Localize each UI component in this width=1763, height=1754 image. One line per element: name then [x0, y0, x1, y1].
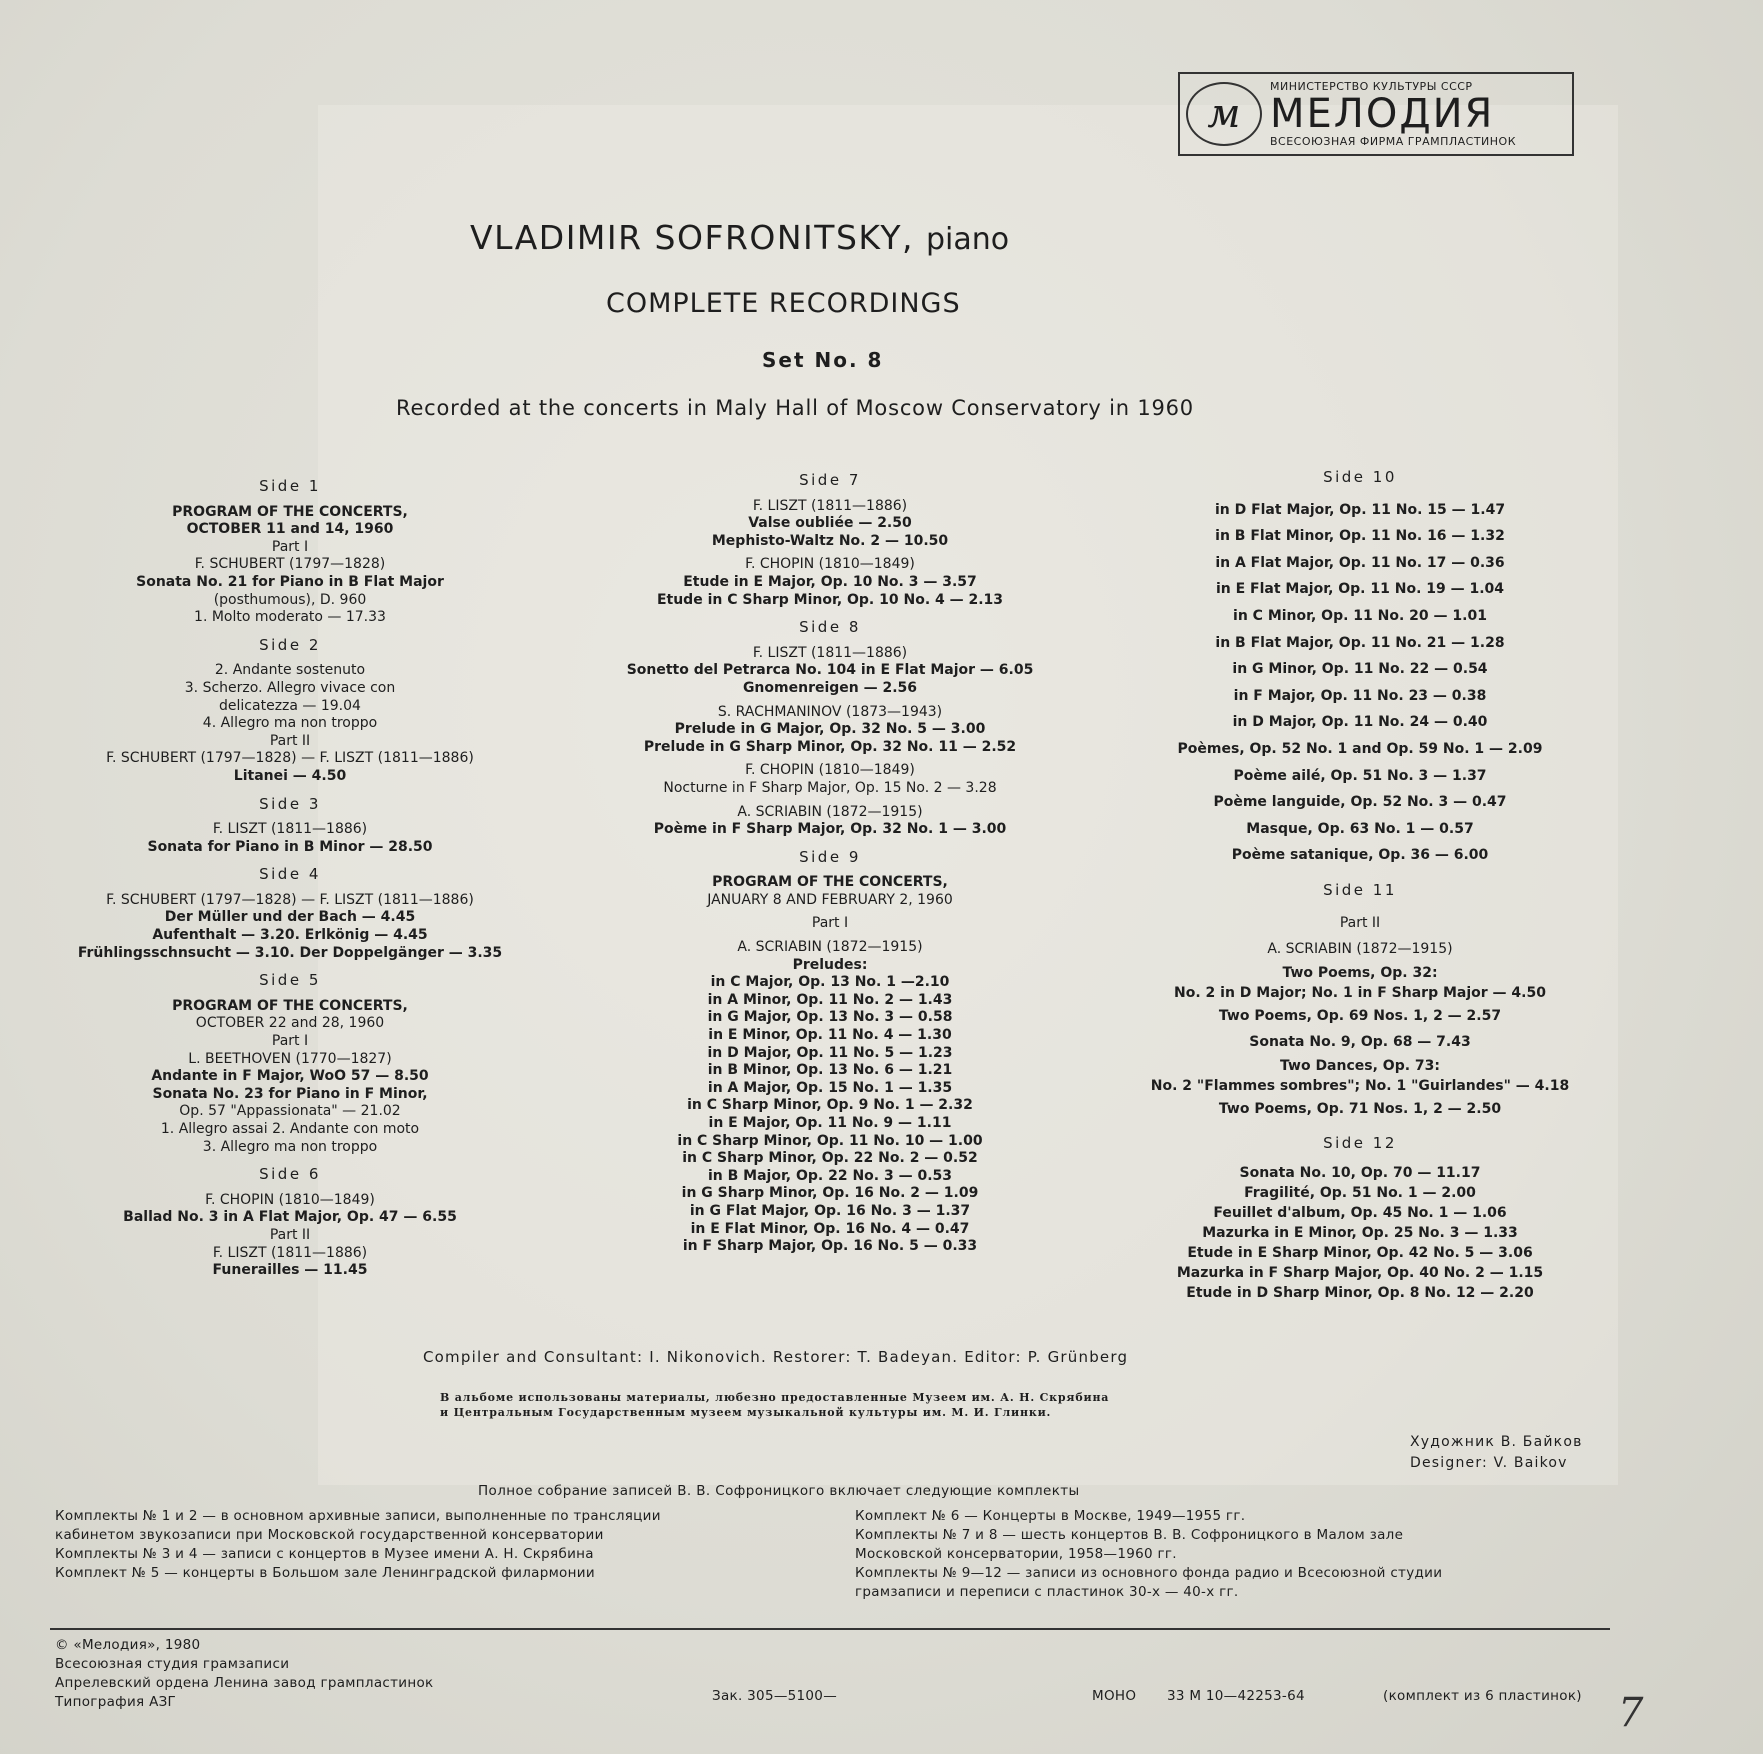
- track-line: in F Sharp Major, Op. 16 No. 5 — 0.33: [682, 1238, 978, 1255]
- track-line: Mephisto-Waltz No. 2 — 10.50: [711, 532, 949, 549]
- side-heading: Side 3: [259, 794, 321, 813]
- tracklist-column-3: [1100, 456, 1620, 1303]
- track-line: OCTOBER 22 and 28, 1960: [195, 1015, 385, 1032]
- track-line: S. RACHMANINOV (1873—1943): [717, 703, 943, 720]
- track-line: Masque, Op. 63 No. 1 — 0.57: [1246, 820, 1474, 837]
- track-line: Poème languide, Op. 52 No. 3 — 0.47: [1213, 794, 1507, 811]
- catalog-number: 33 М 10—42253-64: [1167, 1688, 1305, 1704]
- collection-line: Комплекты № 7 и 8 — шесть концертов В. В. Софроницкого в Малом зале: [855, 1527, 1404, 1543]
- side-heading: Side 4: [259, 865, 321, 884]
- track-line: F. LISZT (1811—1886): [752, 644, 908, 661]
- track-line: F. LISZT (1811—1886): [212, 821, 368, 838]
- set-number: Set No. 8: [762, 348, 884, 372]
- side-heading: Side 5: [259, 971, 321, 990]
- track-line: Sonata No. 9, Op. 68 — 7.43: [1249, 1034, 1471, 1051]
- track-line: Two Poems, Op. 32:: [1282, 964, 1438, 981]
- track-line: in A Minor, Op. 11 No. 2 — 1.43: [707, 991, 953, 1008]
- collection-heading: Полное собрание записей В. В. Софроницкого включает следующие комплекты: [478, 1483, 1080, 1499]
- track-line: Etude in C Sharp Minor, Op. 10 No. 4 — 2.13: [656, 591, 1004, 608]
- track-line: in B Minor, Op. 13 No. 6 — 1.21: [707, 1062, 953, 1079]
- side-heading: Side 9: [799, 847, 861, 866]
- imprint: [55, 1636, 434, 1712]
- track-line: JANUARY 8 AND FEBRUARY 2, 1960: [707, 891, 953, 908]
- track-line: in G Flat Major, Op. 16 No. 3 — 1.37: [689, 1202, 971, 1219]
- track-line: in C Minor, Op. 11 No. 20 — 1.01: [1233, 607, 1487, 624]
- track-line: in B Flat Minor, Op. 11 No. 16 — 1.32: [1215, 528, 1505, 545]
- designer-en: Designer: V. Baikov: [1410, 1455, 1568, 1471]
- track-line: Etude in D Sharp Minor, Op. 8 No. 12 — 2.20: [1186, 1285, 1534, 1302]
- side-heading: Side 7: [799, 471, 861, 489]
- track-line: Part I: [271, 1033, 309, 1050]
- track-line: Etude in E Major, Op. 10 No. 3 — 3.57: [683, 573, 977, 590]
- track-line: Funerailles — 11.45: [212, 1262, 368, 1279]
- track-line: Fragilité, Op. 51 No. 1 — 2.00: [1244, 1185, 1476, 1202]
- collection-line: Комплекты № 3 и 4 — записи с концертов в Музее имени А. Н. Скрябина: [55, 1546, 594, 1562]
- track-line: in G Sharp Minor, Op. 16 No. 2 — 1.09: [681, 1185, 979, 1202]
- mono-label: МОНО: [1092, 1688, 1137, 1704]
- track-line: Part II: [269, 1226, 311, 1243]
- track-line: in A Major, Op. 15 No. 1 — 1.35: [707, 1079, 953, 1096]
- track-line: Ballad No. 3 in A Flat Major, Op. 47 — 6.55: [123, 1209, 457, 1226]
- order-number: Зак. 305—5100—: [712, 1688, 837, 1704]
- track-line: in E Major, Op. 11 No. 9 — 1.11: [708, 1115, 952, 1131]
- track-line: 3. Scherzo. Allegro vivace con: [184, 679, 396, 696]
- track-line: Part I: [271, 538, 309, 555]
- track-line: Part I: [811, 915, 849, 932]
- track-line: F. SCHUBERT (1797—1828) — F. LISZT (1811—1886): [106, 750, 474, 767]
- melodiya-mark-icon: м: [1186, 82, 1262, 146]
- collection-line: Комплекты № 9—12 — записи из основного фонда радио и Всесоюзной студии: [855, 1565, 1443, 1581]
- side-heading: Side 12: [1323, 1134, 1397, 1153]
- set-count: (комплект из 6 пластинок): [1383, 1688, 1582, 1704]
- track-line: F. SCHUBERT (1797—1828): [194, 556, 386, 573]
- track-line: 2. Andante sostenuto: [214, 662, 366, 679]
- imprint-line: © «Мелодия», 1980: [55, 1637, 201, 1653]
- track-line: in B Flat Major, Op. 11 No. 21 — 1.28: [1215, 634, 1505, 651]
- track-line: Andante in F Major, WoO 57 — 8.50: [151, 1068, 429, 1085]
- track-line: Feuillet d'album, Op. 45 No. 1 — 1.06: [1213, 1205, 1507, 1222]
- track-line: in C Major, Op. 13 No. 1 —2.10: [710, 974, 950, 991]
- track-line: Part II: [1339, 914, 1381, 931]
- track-line: F. CHOPIN (1810—1849): [745, 556, 915, 573]
- track-line: in D Flat Major, Op. 11 No. 15 — 1.47: [1214, 501, 1506, 518]
- track-line: in D Major, Op. 11 No. 24 — 0.40: [1232, 714, 1488, 731]
- designer-ru: Художник В. Байков: [1410, 1434, 1583, 1450]
- track-line: OCTOBER 11 and 14, 1960: [186, 521, 394, 538]
- track-line: Der Müller und der Bach — 4.45: [164, 909, 416, 926]
- track-line: Sonata No. 23 for Piano in F Minor,: [152, 1085, 428, 1102]
- track-line: in C Sharp Minor, Op. 22 No. 2 — 0.52: [682, 1150, 978, 1167]
- tracklist-column-1: [60, 468, 520, 1280]
- collection-line: Комплекты № 1 и 2 — в основном архивные записи, выполненные по трансляции: [55, 1508, 661, 1524]
- side-heading: Side 11: [1323, 880, 1397, 899]
- track-line: Op. 57 "Appassionata" — 21.02: [179, 1103, 401, 1120]
- melodiya-logo: [1178, 72, 1574, 156]
- track-line: Aufenthalt — 3.20. Erlkönig — 4.45: [152, 927, 428, 944]
- track-line: Gnomenreigen — 2.56: [742, 679, 918, 696]
- logo-brand: МЕЛОДИЯ: [1270, 91, 1495, 137]
- track-line: in B Major, Op. 22 No. 3 — 0.53: [707, 1167, 953, 1184]
- track-line: 3. Allegro ma non troppo: [202, 1138, 378, 1155]
- divider: [50, 1628, 1610, 1630]
- instrument: piano: [926, 222, 1010, 257]
- collection-line: Московской консерватории, 1958—1960 гг.: [855, 1546, 1177, 1562]
- logo-text: [1270, 80, 1516, 148]
- imprint-line: Апрелевский ордена Ленина завод грампластинок: [55, 1675, 434, 1691]
- museum-line: В альбоме использованы материалы, любезно предоставленные Музеем им. А. Н. Скрябина: [440, 1391, 1110, 1404]
- track-line: in A Flat Major, Op. 11 No. 17 — 0.36: [1215, 554, 1505, 571]
- collection-line: кабинетом звукозаписи при Московской государственной консерватории: [55, 1527, 604, 1543]
- collection-line: грамзаписи и переписи с пластинок 30-х — 40-х гг.: [855, 1584, 1239, 1600]
- track-line: Prelude in G Sharp Minor, Op. 32 No. 11 — 2.52: [643, 738, 1017, 755]
- museum-acknowledgement: [440, 1390, 1109, 1420]
- track-line: 4. Allegro ma non troppo: [202, 715, 378, 732]
- track-line: in G Major, Op. 13 No. 3 — 0.58: [707, 1009, 953, 1026]
- track-line: Nocturne in F Sharp Major, Op. 15 No. 2 — 3.28: [663, 779, 997, 796]
- track-line: Mazurka in F Sharp Major, Op. 40 No. 2 — 1.15: [1176, 1265, 1544, 1282]
- museum-line: и Центральным Государственным музеем музыкальной культуры им. М. И. Глинки.: [440, 1406, 1052, 1419]
- track-line: No. 2 "Flammes sombres"; No. 1 "Guirlandes" — 4.18: [1150, 1077, 1570, 1094]
- track-line: Poème satanique, Op. 36 — 6.00: [1231, 847, 1489, 864]
- track-line: F. SCHUBERT (1797—1828) — F. LISZT (1811—1886): [106, 891, 474, 908]
- recording-note: Recorded at the concerts in Maly Hall of Moscow Conservatory in 1960: [396, 396, 1194, 420]
- track-line: Frühlingsschnsucht — 3.10. Der Doppelgänger — 3.35: [77, 944, 503, 961]
- track-line: A. SCRIABIN (1872—1915): [1267, 941, 1453, 958]
- track-line: (posthumous), D. 960: [213, 591, 367, 608]
- imprint-line: Типография АЗГ: [55, 1694, 177, 1710]
- imprint-line: Всесоюзная студия грамзаписи: [55, 1656, 290, 1672]
- logo-ministry: МИНИСТЕРСТВО КУЛЬТУРЫ СССР: [1270, 80, 1473, 93]
- designer-credit: [1410, 1432, 1583, 1474]
- side-heading: Side 2: [259, 635, 321, 654]
- side-heading: Side 6: [259, 1165, 321, 1184]
- track-line: F. CHOPIN (1810—1849): [745, 762, 915, 779]
- track-line: F. LISZT (1811—1886): [212, 1244, 368, 1261]
- track-line: PROGRAM OF THE CONCERTS,: [172, 503, 408, 520]
- collection-list-left: [55, 1507, 661, 1583]
- track-line: in E Minor, Op. 11 No. 4 — 1.30: [708, 1027, 952, 1044]
- track-line: in E Flat Minor, Op. 16 No. 4 — 0.47: [690, 1220, 970, 1237]
- track-line: 1. Allegro assai 2. Andante con moto: [160, 1121, 420, 1137]
- track-line: Sonetto del Petrarca No. 104 in E Flat Major — 6.05: [626, 662, 1034, 679]
- collection-line: Комплект № 6 — Концерты в Москве, 1949—1955 гг.: [855, 1508, 1246, 1524]
- track-line: Preludes:: [792, 956, 868, 973]
- track-line: Prelude in G Major, Op. 32 No. 5 — 3.00: [674, 721, 986, 738]
- track-line: Sonata No. 21 for Piano in B Flat Major: [136, 573, 444, 590]
- track-line: F. CHOPIN (1810—1849): [205, 1191, 375, 1208]
- side-heading: Side 10: [1323, 468, 1397, 486]
- performer-name: VLADIMIR SOFRONITSKY,: [470, 218, 914, 257]
- album-title: [470, 218, 1009, 257]
- track-line: in D Major, Op. 11 No. 5 — 1.23: [707, 1044, 953, 1061]
- track-line: PROGRAM OF THE CONCERTS,: [712, 874, 948, 891]
- track-line: delicatezza — 19.04: [219, 697, 361, 714]
- track-line: Two Dances, Op. 73:: [1280, 1057, 1440, 1074]
- track-line: in C Sharp Minor, Op. 9 No. 1 — 2.32: [687, 1097, 973, 1114]
- track-line: 1. Molto moderato — 17.33: [194, 609, 386, 626]
- track-line: Etude in E Sharp Minor, Op. 42 No. 5 — 3.06: [1187, 1245, 1533, 1262]
- track-line: A. SCRIABIN (1872—1915): [737, 803, 923, 820]
- handwritten-mark: 7: [1618, 1690, 1644, 1736]
- track-line: No. 2 in D Major; No. 1 in F Sharp Major — 4.50: [1174, 984, 1546, 1001]
- track-line: Poème in F Sharp Major, Op. 32 No. 1 — 3.00: [653, 821, 1007, 838]
- collection-line: Комплект № 5 — концерты в Большом зале Ленинградской филармонии: [55, 1565, 595, 1581]
- track-line: Poème ailé, Op. 51 No. 3 — 1.37: [1233, 767, 1487, 784]
- track-line: Poèmes, Op. 52 No. 1 and Op. 59 No. 1 — 2.09: [1177, 740, 1543, 757]
- track-line: PROGRAM OF THE CONCERTS,: [172, 997, 408, 1014]
- track-line: Mazurka in E Minor, Op. 25 No. 3 — 1.33: [1202, 1225, 1518, 1242]
- track-line: in F Major, Op. 11 No. 23 — 0.38: [1233, 687, 1487, 704]
- track-line: Valse oubliée — 2.50: [748, 515, 912, 532]
- track-line: in C Sharp Minor, Op. 11 No. 10 — 1.00: [677, 1132, 983, 1149]
- credits: Compiler and Consultant: I. Nikonovich. Restorer: T. Badeyan. Editor: P. Grünberg: [423, 1348, 1129, 1366]
- track-line: Litanei — 4.50: [233, 767, 347, 784]
- track-line: Sonata for Piano in B Minor — 28.50: [147, 838, 433, 855]
- album-subtitle: COMPLETE RECORDINGS: [606, 288, 961, 319]
- tracklist-column-2: [570, 462, 1090, 1256]
- track-line: Part II: [269, 732, 311, 749]
- track-line: A. SCRIABIN (1872—1915): [737, 939, 923, 956]
- collection-list-right: [855, 1507, 1442, 1602]
- track-line: Two Poems, Op. 69 Nos. 1, 2 — 2.57: [1218, 1007, 1502, 1024]
- track-line: F. LISZT (1811—1886): [752, 497, 908, 514]
- track-line: Sonata No. 10, Op. 70 — 11.17: [1239, 1165, 1481, 1182]
- logo-company: ВСЕСОЮЗНАЯ ФИРМА ГРАМПЛАСТИНОК: [1270, 135, 1517, 148]
- track-line: in E Flat Major, Op. 11 No. 19 — 1.04: [1215, 581, 1505, 598]
- side-heading: Side 1: [259, 477, 321, 495]
- track-line: in G Minor, Op. 11 No. 22 — 0.54: [1232, 661, 1488, 678]
- track-line: Two Poems, Op. 71 Nos. 1, 2 — 2.50: [1218, 1100, 1502, 1117]
- track-line: L. BEETHOVEN (1770—1827): [188, 1050, 392, 1067]
- side-heading: Side 8: [799, 618, 861, 637]
